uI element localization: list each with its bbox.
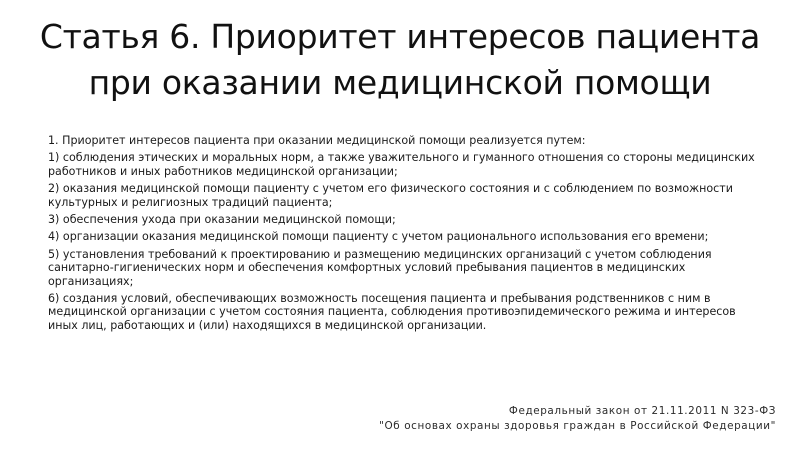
page-title <box>20 14 780 106</box>
paragraph-item-1: 1) соблюдения этических и моральных норм, а также уважительного и гуманного отношения со стороны медицинских работников и иных работников медицинской организации; <box>48 151 755 178</box>
source-citation <box>276 404 776 434</box>
paragraph-intro: 1. Приоритет интересов пациента при оказании медицинской помощи реализуется путем: <box>48 134 586 147</box>
title-line-2: при оказании медицинской помощи <box>88 63 712 102</box>
paragraph-item-6: 6) создания условий, обеспечивающих возможность посещения пациента и пребывания родственников с ним в медицинской организации с учетом состояния пациента, соблюдения противоэпидемического режима и интересов иных лиц, работающих и (или) находящихся в медицинской организации. <box>48 292 736 332</box>
source-law-reference: Федеральный закон от 21.11.2011 N 323-ФЗ <box>508 405 776 417</box>
article-body <box>48 134 760 336</box>
title-line-1: Статья 6. Приоритет интересов пациента <box>39 17 761 56</box>
source-law-title: "Об основах охраны здоровья граждан в Российской Федерации" <box>379 420 776 432</box>
paragraph-item-2: 2) оказания медицинской помощи пациенту с учетом его физического состояния и с соблюдением по возможности культурных и религиозных традиций пациента; <box>48 182 733 209</box>
paragraph-item-5: 5) установления требований к проектированию и размещению медицинских организаций с учетом соблюдения санитарно-гигиенических норм и обеспечения комфортных условий пребывания пациентов в медицинских организациях; <box>48 247 712 288</box>
paragraph-item-4: 4) организации оказания медицинской помощи пациенту с учетом рационального использования его времени; <box>48 230 709 244</box>
paragraph-item-3: 3) обеспечения ухода при оказании медицинской помощи; <box>48 213 396 227</box>
